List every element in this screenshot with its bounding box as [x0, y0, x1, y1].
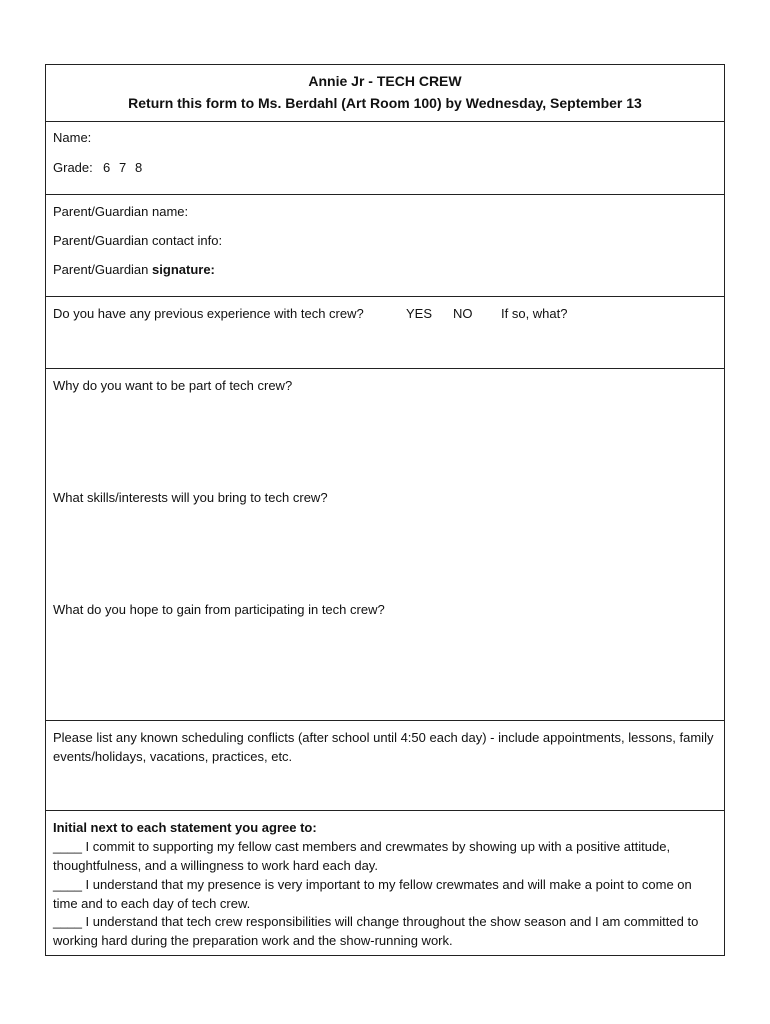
- signature-prefix: Parent/Guardian: [53, 262, 149, 277]
- experience-followup: If so, what?: [501, 306, 568, 321]
- parent-contact-label: Parent/Guardian contact info:: [53, 233, 223, 248]
- questions-section: [46, 369, 724, 721]
- grade-label: Grade:: [53, 160, 93, 175]
- commitment-statement-2: ____ I understand that my presence is very important to my fellow crewmates and will make a point to come on time and to each day of tech crew.: [53, 877, 692, 911]
- no-option[interactable]: NO: [453, 306, 473, 321]
- grade-option-7[interactable]: 7: [119, 160, 127, 175]
- conflicts-prompt: Please list any known scheduling conflicts (after school until 4:50 each day) - include appointments, lessons, family events/holidays, vacations, practices, etc.: [53, 730, 714, 764]
- form-subtitle: Return this form to Ms. Berdahl (Art Room 100) by Wednesday, September 13: [128, 95, 642, 111]
- commitments-section: [46, 811, 724, 955]
- commitment-statement-3: ____ I understand that tech crew responsibilities will change throughout the show season and I am committed to working hard during the preparation work and the show-running work.: [53, 914, 699, 948]
- experience-question: Do you have any previous experience with tech crew?: [53, 306, 364, 321]
- commitments-heading: Initial next to each statement you agree to:: [53, 820, 317, 835]
- form-title: Annie Jr - TECH CREW: [308, 73, 462, 89]
- skills-question: What skills/interests will you bring to tech crew?: [53, 490, 328, 505]
- why-question: Why do you want to be part of tech crew?: [53, 378, 293, 393]
- tech-crew-form: [45, 64, 725, 956]
- parent-section: [46, 195, 724, 297]
- student-section: [46, 122, 724, 195]
- signature-bold: signature:: [152, 262, 215, 277]
- yes-option[interactable]: YES: [406, 306, 433, 321]
- parent-signature-label: [53, 262, 215, 277]
- gain-question: What do you hope to gain from participating in tech crew?: [53, 602, 385, 617]
- conflicts-section: [46, 721, 724, 811]
- grade-option-6[interactable]: 6: [103, 160, 111, 175]
- commitment-statement-1: ____ I commit to supporting my fellow cast members and crewmates by showing up with a positive attitude, thoughtfulness, and a willingness to work hard each day.: [53, 839, 671, 873]
- form-header: [46, 65, 724, 122]
- name-label: Name:: [53, 130, 92, 145]
- parent-name-label: Parent/Guardian name:: [53, 204, 189, 219]
- experience-section: [46, 297, 724, 369]
- grade-option-8[interactable]: 8: [135, 160, 143, 175]
